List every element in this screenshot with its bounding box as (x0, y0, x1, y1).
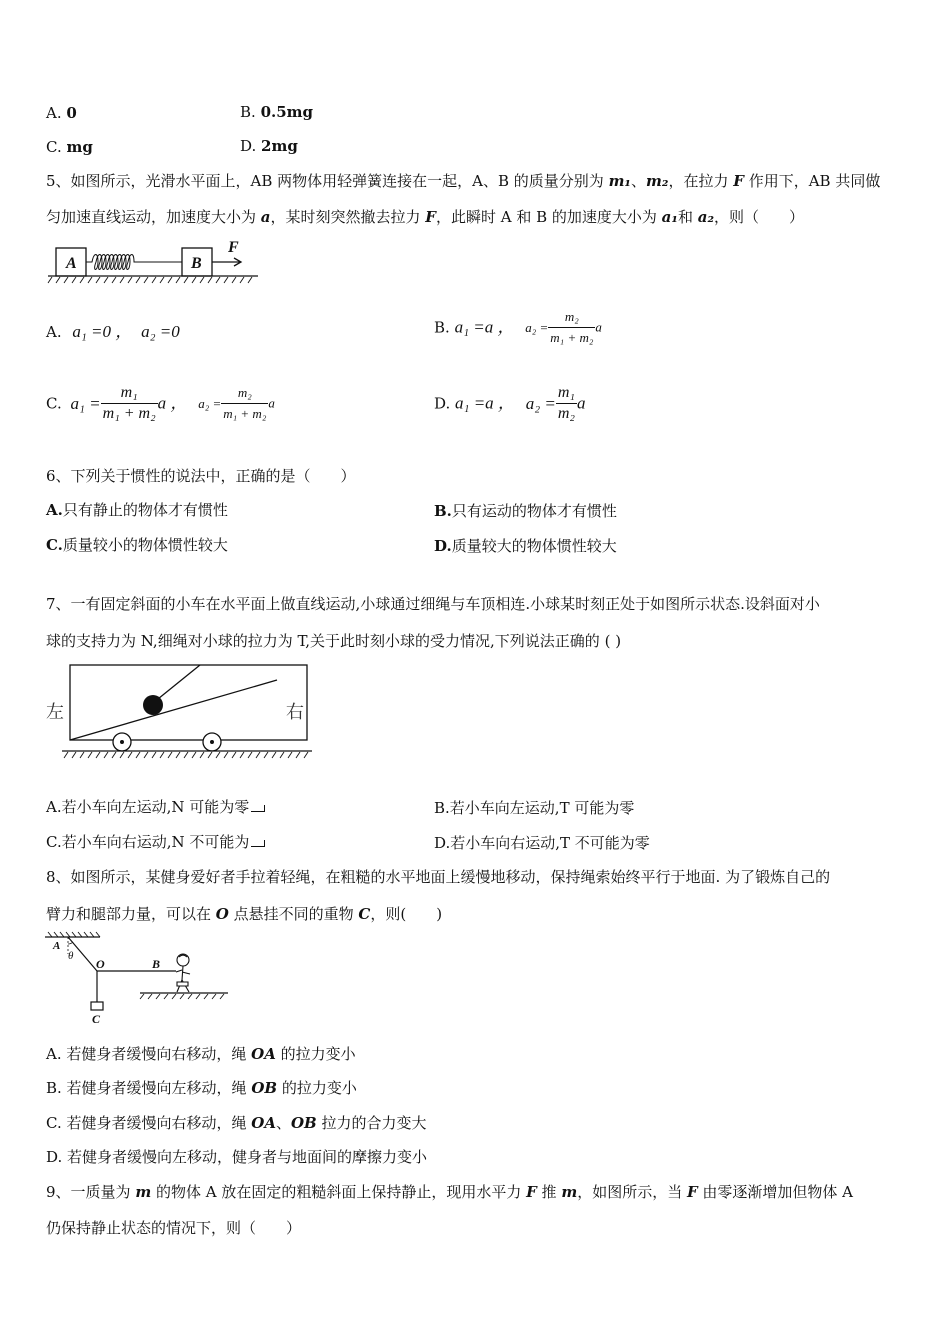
q4-option-a: A. 0 (46, 104, 77, 122)
q5-spring-figure (44, 238, 264, 288)
q5-option-d: D. a₁ =a ， a₂ = $\frac{\text{m₁}}{\text{m₂}}$ a (434, 384, 586, 422)
weight-c (91, 1002, 103, 1010)
q4-option-c: C. mg (46, 138, 93, 156)
q7-option-b: B.若小车向左运动,T 可能为零 (434, 799, 635, 817)
q5-c-fraction-2: $\frac{\text{m₂}}{\text{m₁ + m₂}}$ (223, 385, 267, 421)
q5-d-fraction: $\frac{\text{m₁}}{\text{m₂}}$ (557, 384, 575, 422)
q7-option-c: C.若小车向右运动,N 不可能为 (46, 832, 265, 852)
label-right: 右 (286, 702, 304, 723)
label-b: B (152, 957, 161, 971)
label-f: F (228, 239, 239, 256)
spring (86, 255, 182, 270)
q8-option-c: C. 若健身者缓慢向右移动，绳 OA、OB 拉力的合力变大 (46, 1114, 427, 1132)
q5-option-a: A. a₁ =0 ， a₂ =0 (46, 322, 180, 341)
q9-stem-line1: 9、一质量为 m 的物体 A 放在固定的粗糙斜面上保持静止，现用水平力 F 推 m，如图所示，当 F 由零逐渐增加但物体 A (46, 1183, 853, 1201)
q8-stem-line1: 8、如图所示，某健身爱好者手拉着轻绳，在粗糙的水平地面上缓慢地移动，保持绳索始终平行于地面. 为了锻炼自己的 (46, 868, 831, 886)
q8-stem-line2: 臂力和腿部力量，可以在 O 点悬挂不同的重物 C，则( ) (46, 905, 443, 923)
q5-option-c: C. a₁ = $\frac{\text{m₁}}{\text{m₁ + m₂}}$ a ， a₂ = $\frac{\text{m₂}}{\text{m₁ + m₂}}$ a (46, 384, 275, 422)
answer-blank-mark (251, 840, 265, 847)
q7-option-d: D.若小车向右运动,T 不可能为零 (434, 834, 650, 852)
q4-option-b: B. 0.5mg (240, 103, 314, 121)
person-figure (176, 954, 190, 992)
q6-option-c: C.质量较小的物体惯性较大 (46, 536, 228, 554)
answer-blank-mark (251, 805, 265, 812)
label-o: O (96, 957, 105, 971)
label-c: C (92, 1012, 101, 1026)
q8-rope-figure (40, 930, 240, 1030)
q5-b-fraction: $\frac{\text{m₂}}{\text{m₁ + m₂}}$ (550, 309, 594, 345)
label-a: A (66, 255, 77, 272)
label-theta: θ (68, 950, 74, 962)
label-b: B (191, 255, 202, 272)
q6-option-a: A.只有静止的物体才有惯性 (46, 501, 228, 519)
q5-stem-line2: 匀加速直线运动，加速度大小为 a，某时刻突然撤去拉力 F，此瞬时 A 和 B 的加速度大小为 a₁和 a₂，则（ ） (46, 208, 805, 226)
incline (70, 680, 277, 740)
ball (143, 695, 163, 715)
q8-option-b: B. 若健身者缓慢向左移动，绳 OB 的拉力变小 (46, 1079, 357, 1097)
q5-option-b: B. a₁ =a ， a₂ = $\frac{\text{m₂}}{\text{m₁ + m₂}}$ a (434, 307, 602, 348)
q5-c-fraction-1: $\frac{\text{m₁}}{\text{m₁ + m₂}}$ (102, 384, 156, 422)
q8-option-a: A. 若健身者缓慢向右移动，绳 OA 的拉力变小 (46, 1045, 356, 1063)
label-a: A (53, 940, 61, 952)
q7-stem-line1: 7、一有固定斜面的小车在水平面上做直线运动,小球通过细绳与车顶相连.小球某时刻正处于如图所示状态.设斜面对小 (46, 595, 820, 613)
q8-option-d: D. 若健身者缓慢向左移动，健身者与地面间的摩擦力变小 (46, 1148, 428, 1166)
q4-option-d: D. 2mg (240, 137, 298, 155)
q5-stem-line1: 5、如图所示，光滑水平面上，AB 两物体用轻弹簧连接在一起，A、B 的质量分别为 m₁、m₂，在拉力 F 作用下，AB 共同做 (46, 172, 881, 190)
q6-stem: 6、下列关于惯性的说法中，正确的是（ ） (46, 467, 356, 485)
q6-option-b: B.只有运动的物体才有惯性 (434, 502, 617, 520)
rope (153, 665, 200, 703)
q9-stem-line2: 仍保持静止状态的情况下，则（ ） (46, 1219, 302, 1237)
q7-option-a: A.若小车向左运动,N 可能为零 (46, 797, 265, 817)
q7-stem-line2: 球的支持力为 N,细绳对小球的拉力为 T,关于此时刻小球的受力情况,下列说法正确的 ( ) (46, 632, 622, 650)
label-left: 左 (46, 702, 64, 723)
cart-body (70, 665, 307, 740)
q6-option-d: D.质量较大的物体惯性较大 (434, 537, 617, 555)
